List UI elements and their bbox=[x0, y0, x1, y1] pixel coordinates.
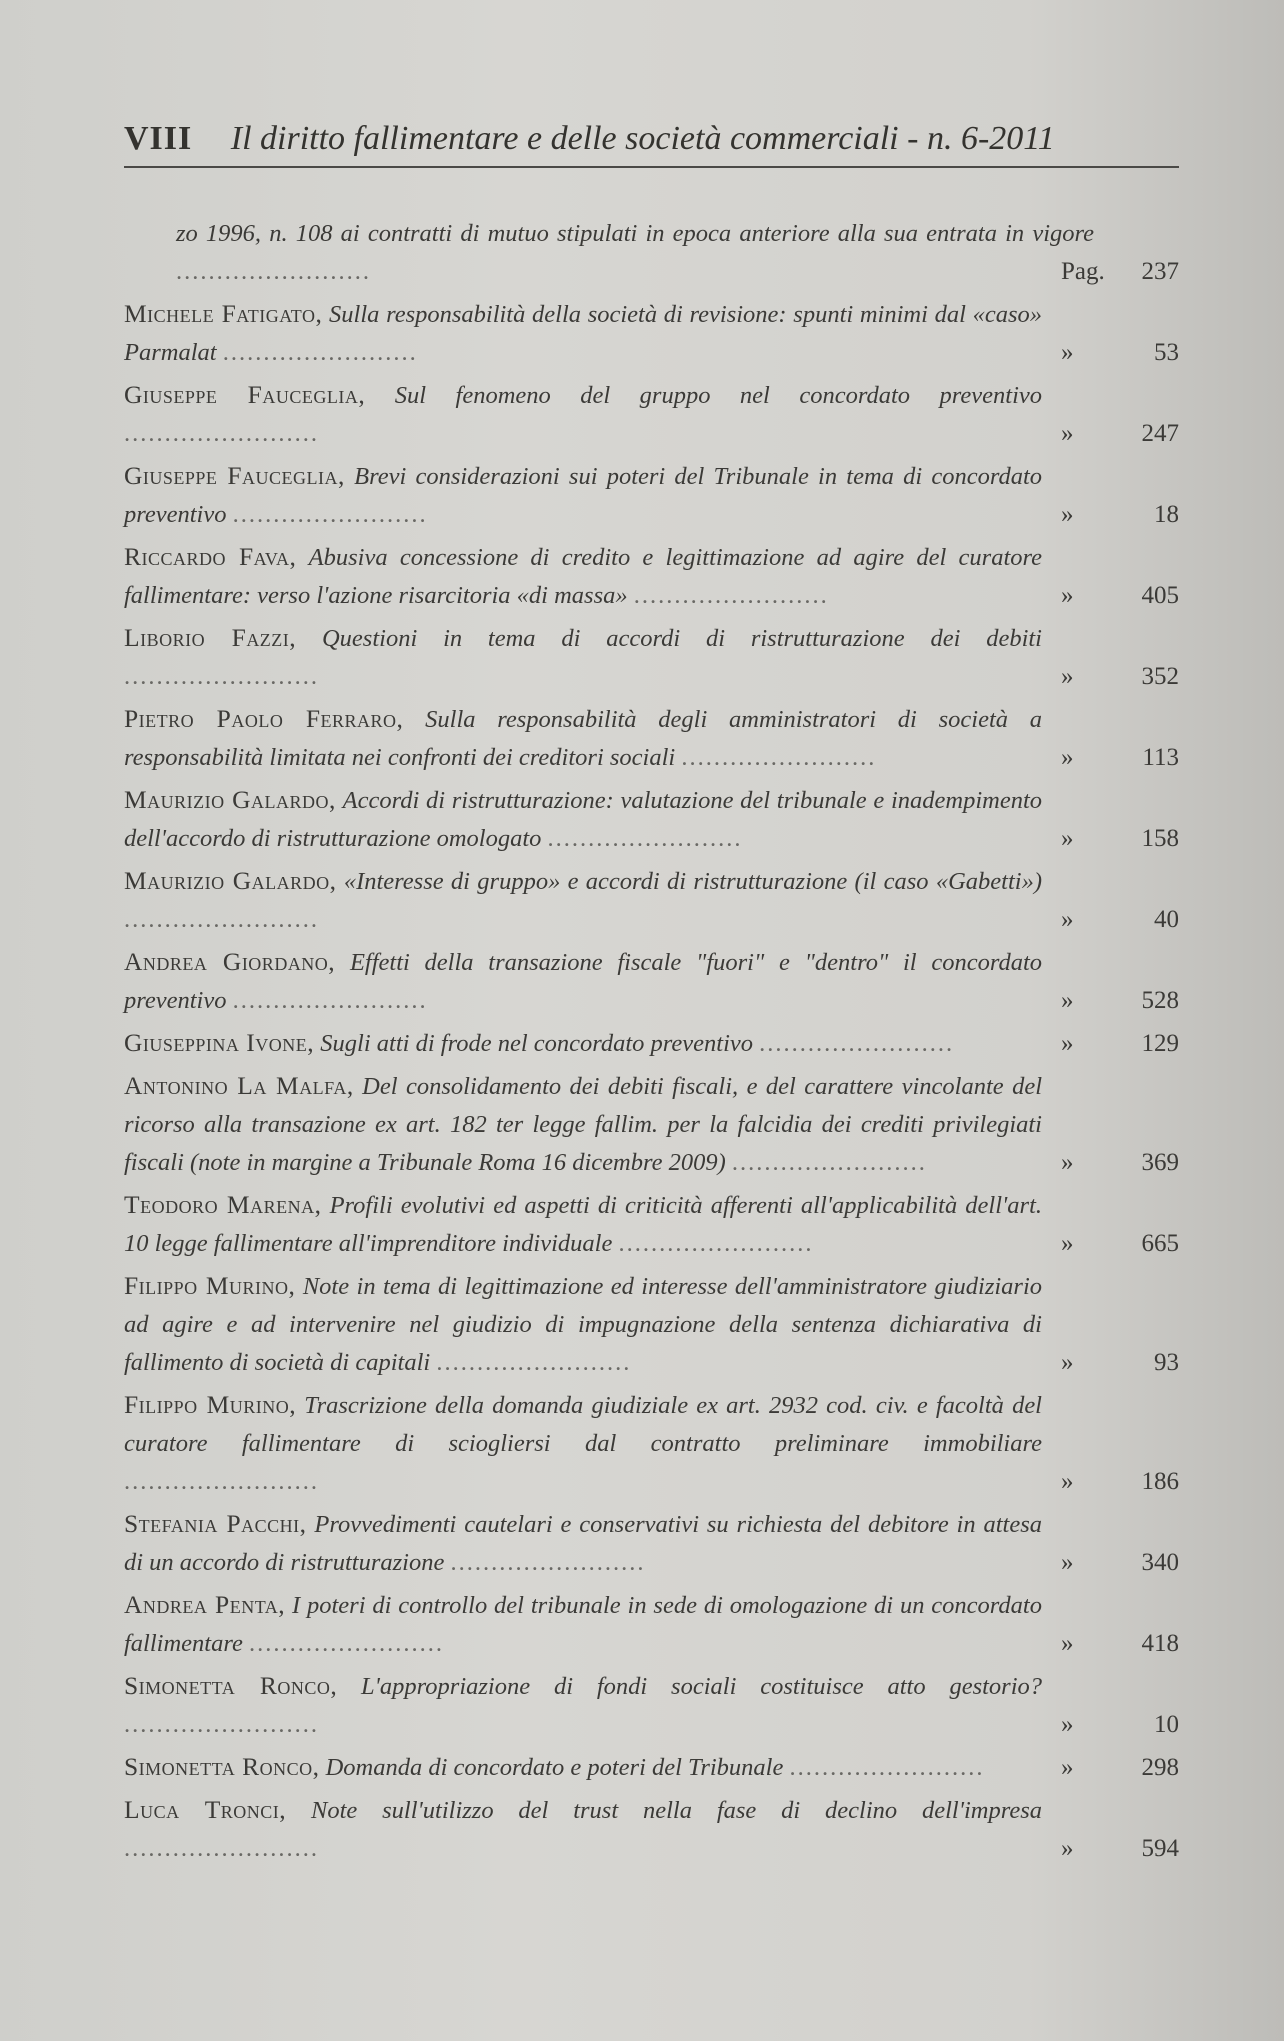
entry-text bbox=[124, 862, 1042, 939]
entry-author: Andrea Penta, bbox=[124, 1590, 286, 1619]
page-label: » bbox=[1061, 420, 1074, 447]
dot-leader: ........................ bbox=[124, 663, 319, 690]
entry-text bbox=[124, 1386, 1042, 1501]
entry-text bbox=[124, 619, 1042, 696]
dot-leader: ........................ bbox=[232, 987, 428, 1014]
entry-title: Accordi di ristrutturazione: valutazione del tribunale e inadempimento dell'accordo di ristrutturazione omologato bbox=[124, 787, 1042, 852]
dot-leader: ........................ bbox=[124, 1468, 319, 1495]
page-label: Pag. bbox=[1061, 258, 1105, 285]
entry-page-ref bbox=[1049, 1749, 1179, 1787]
entry-page-ref bbox=[1049, 658, 1179, 696]
entry-author: Stefania Pacchi, bbox=[124, 1509, 307, 1538]
page-label: » bbox=[1061, 1230, 1074, 1257]
entry-text bbox=[124, 700, 1042, 777]
page-label: » bbox=[1061, 987, 1074, 1014]
entry-page-ref bbox=[1049, 496, 1179, 534]
entry-page-ref bbox=[1049, 820, 1179, 858]
entry-title: Provvedimenti cautelari e conservativi su richiesta del debitore in attesa di un accordo di ristrutturazione bbox=[124, 1511, 1043, 1576]
entry-page-ref bbox=[1049, 1225, 1179, 1263]
entry-page-ref bbox=[1049, 1344, 1179, 1382]
page-folio: VIII bbox=[124, 120, 193, 157]
page-number: 53 bbox=[1154, 339, 1179, 366]
journal-title: Il diritto fallimentare e delle società commerciali - n. 6-2011 bbox=[230, 120, 1055, 157]
page-label: » bbox=[1061, 339, 1074, 366]
entry-title: Effetti della transazione fiscale "fuori" e "dentro" il concordato preventivo bbox=[124, 949, 1043, 1014]
entry-title: Sulla responsabilità della società di revisione: spunti minimi dal «caso» Parmalat bbox=[124, 301, 1043, 366]
page-number: 129 bbox=[1141, 1030, 1179, 1057]
toc-entry bbox=[124, 1505, 1179, 1582]
page-label: » bbox=[1061, 1549, 1074, 1576]
entry-title: Sugli atti di frode nel concordato preventivo bbox=[320, 1030, 754, 1057]
page-label: » bbox=[1061, 663, 1074, 690]
entry-author: Antonino La Malfa, bbox=[124, 1071, 354, 1100]
page-label: » bbox=[1061, 1468, 1074, 1495]
dot-leader: ........................ bbox=[731, 1149, 927, 1176]
page-number: 405 bbox=[1141, 582, 1179, 609]
entry-title: Domanda di concordato e poteri del Tribunale bbox=[325, 1754, 784, 1781]
dot-leader: ........................ bbox=[547, 825, 743, 852]
page-number: 665 bbox=[1141, 1230, 1179, 1257]
entry-author: Giuseppe Fauceglia, bbox=[124, 461, 345, 490]
page-label: » bbox=[1061, 906, 1074, 933]
entry-text bbox=[124, 1667, 1042, 1744]
entry-page-ref bbox=[1049, 334, 1179, 372]
page-label: » bbox=[1061, 1754, 1074, 1781]
running-header bbox=[124, 120, 1179, 168]
entry-page-ref bbox=[1049, 1144, 1179, 1182]
entry-author: Pietro Paolo Ferraro, bbox=[124, 704, 404, 733]
entry-page-ref bbox=[1049, 1544, 1179, 1582]
entry-title: Brevi considerazioni sui poteri del Tribunale in tema di concordato preventivo bbox=[124, 463, 1043, 528]
dot-leader: ........................ bbox=[124, 906, 319, 933]
dot-leader: ........................ bbox=[759, 1030, 955, 1057]
dot-leader: ........................ bbox=[222, 339, 418, 366]
toc-entry bbox=[124, 1386, 1179, 1501]
entry-title: «Interesse di gruppo» e accordi di ristrutturazione (il caso «Gabetti») bbox=[343, 868, 1042, 895]
dot-leader: ........................ bbox=[436, 1349, 632, 1376]
page-label: » bbox=[1061, 1030, 1074, 1057]
entry-author: Giuseppina Ivone, bbox=[124, 1028, 315, 1057]
page-label: » bbox=[1061, 1835, 1074, 1862]
page-number: 113 bbox=[1142, 744, 1179, 771]
entry-author: Andrea Giordano, bbox=[124, 947, 336, 976]
page-number: 352 bbox=[1141, 663, 1179, 690]
entry-page-ref bbox=[1049, 982, 1179, 1020]
entry-page-ref bbox=[1049, 415, 1179, 453]
entry-title: Sul fenomeno del gruppo nel concordato preventivo bbox=[394, 382, 1043, 409]
toc-entry bbox=[124, 295, 1179, 372]
page-label: » bbox=[1061, 501, 1074, 528]
entry-page-ref bbox=[1049, 739, 1179, 777]
page-number: 237 bbox=[1141, 258, 1179, 285]
dot-leader: ........................ bbox=[124, 420, 319, 447]
entry-page-ref bbox=[1049, 1025, 1179, 1063]
page-number: 418 bbox=[1141, 1630, 1179, 1657]
toc-entry bbox=[124, 781, 1179, 858]
entry-page-ref bbox=[1049, 901, 1179, 939]
entry-text bbox=[124, 781, 1042, 858]
dot-leader: ........................ bbox=[450, 1549, 646, 1576]
toc-entry bbox=[124, 215, 1179, 291]
entry-title: Trascrizione della domanda giudiziale ex art. 2932 cod. civ. e facoltà del curatore fallimentare di sciogliersi dal contratto preliminare immobiliare bbox=[124, 1392, 1042, 1457]
entry-page-ref bbox=[1049, 1625, 1179, 1663]
toc-entry bbox=[124, 538, 1179, 615]
toc-entry bbox=[124, 1748, 1179, 1787]
page-label: » bbox=[1061, 744, 1074, 771]
page-number: 18 bbox=[1154, 501, 1179, 528]
entry-page-ref bbox=[1049, 1706, 1179, 1744]
entry-text bbox=[124, 1505, 1042, 1582]
page-number: 93 bbox=[1154, 1349, 1179, 1376]
entry-title: L'appropriazione di fondi sociali costituisce atto gestorio? bbox=[361, 1673, 1042, 1700]
entry-text bbox=[124, 215, 1094, 291]
entry-text bbox=[124, 538, 1042, 615]
entry-author: Filippo Murino, bbox=[124, 1271, 296, 1300]
page-label: » bbox=[1061, 825, 1074, 852]
toc-entry bbox=[124, 1667, 1179, 1744]
entry-title: I poteri di controllo del tribunale in sede di omologazione di un concordato fallimentare bbox=[124, 1592, 1042, 1657]
entry-author: Simonetta Ronco, bbox=[124, 1671, 338, 1700]
entry-text bbox=[124, 1067, 1042, 1182]
entry-author: Giuseppe Fauceglia, bbox=[124, 380, 366, 409]
page-number: 528 bbox=[1141, 987, 1179, 1014]
entry-title: Note in tema di legittimazione ed interesse dell'amministratore giudiziario ad agire e ad intervenire nel giudizio di impugnazione della sentenza dichiarativa di fallimento di società di capitali bbox=[124, 1273, 1043, 1376]
entry-text bbox=[124, 943, 1042, 1020]
dot-leader: ........................ bbox=[176, 258, 371, 285]
page-number: 10 bbox=[1154, 1711, 1179, 1738]
toc-entry bbox=[124, 457, 1179, 534]
page-number: 40 bbox=[1154, 906, 1179, 933]
entry-text bbox=[124, 457, 1042, 534]
page-label: » bbox=[1061, 582, 1074, 609]
page-label: » bbox=[1061, 1349, 1074, 1376]
dot-leader: ........................ bbox=[633, 582, 829, 609]
toc-entry bbox=[124, 862, 1179, 939]
dot-leader: ........................ bbox=[789, 1754, 985, 1781]
entry-author: Michele Fatigato, bbox=[124, 299, 323, 328]
entry-text bbox=[124, 1748, 1042, 1787]
entry-title: Questioni in tema di accordi di ristrutturazione dei debiti bbox=[321, 625, 1042, 652]
toc-entry bbox=[124, 1186, 1179, 1263]
page-label: » bbox=[1061, 1630, 1074, 1657]
toc-entry bbox=[124, 1267, 1179, 1382]
toc-entry bbox=[124, 376, 1179, 453]
table-of-contents bbox=[124, 215, 1179, 1872]
page-number: 298 bbox=[1141, 1754, 1179, 1781]
entry-title: Profili evolutivi ed aspetti di criticità afferenti all'applicabilità dell'art. 10 legge fallimentare all'imprenditore individuale bbox=[124, 1192, 1043, 1257]
toc-entry bbox=[124, 619, 1179, 696]
dot-leader: ........................ bbox=[232, 501, 428, 528]
entry-title: Sulla responsabilità degli amministratori di società a responsabilità limitata nei confronti dei creditori sociali bbox=[124, 706, 1042, 771]
entry-page-ref bbox=[1049, 253, 1179, 291]
entry-text bbox=[124, 1024, 1042, 1063]
dot-leader: ........................ bbox=[248, 1630, 444, 1657]
page-label: » bbox=[1061, 1149, 1074, 1176]
page-number: 369 bbox=[1141, 1149, 1179, 1176]
entry-page-ref bbox=[1049, 577, 1179, 615]
page-number: 247 bbox=[1141, 420, 1179, 447]
page-number: 340 bbox=[1141, 1549, 1179, 1576]
entry-page-ref bbox=[1049, 1463, 1179, 1501]
toc-entry bbox=[124, 700, 1179, 777]
entry-text bbox=[124, 1586, 1042, 1663]
entry-title: zo 1996, n. 108 ai contratti di mutuo stipulati in epoca anteriore alla sua entrata in vigore bbox=[176, 220, 1094, 247]
entry-title: Abusiva concessione di credito e legittimazione ad agire del curatore fallimentare: verso l'azione risarcitoria «di massa» bbox=[124, 544, 1042, 609]
entry-title: Del consolidamento dei debiti fiscali, e del carattere vincolante del ricorso alla transazione ex art. 182 ter legge fallim. per la falcidia dei crediti privilegiati fiscali (note in margine a Tribunale Roma 16 dicembre 2009) bbox=[124, 1073, 1042, 1176]
dot-leader: ........................ bbox=[124, 1711, 319, 1738]
page-number: 186 bbox=[1141, 1468, 1179, 1495]
entry-page-ref bbox=[1049, 1830, 1179, 1868]
dot-leader: ........................ bbox=[124, 1835, 319, 1862]
entry-author: Liborio Fazzi, bbox=[124, 623, 297, 652]
toc-entry bbox=[124, 1791, 1179, 1868]
entry-author: Simonetta Ronco, bbox=[124, 1752, 320, 1781]
entry-author: Filippo Murino, bbox=[124, 1390, 297, 1419]
entry-text bbox=[124, 1267, 1042, 1382]
entry-text bbox=[124, 376, 1042, 453]
dot-leader: ........................ bbox=[618, 1230, 814, 1257]
entry-author: Maurizio Galardo, bbox=[124, 785, 336, 814]
toc-entry bbox=[124, 1024, 1179, 1063]
entry-text bbox=[124, 1186, 1042, 1263]
page-label: » bbox=[1061, 1711, 1074, 1738]
entry-author: Riccardo Fava, bbox=[124, 542, 297, 571]
entry-text bbox=[124, 1791, 1042, 1868]
toc-entry bbox=[124, 1067, 1179, 1182]
entry-author: Luca Tronci, bbox=[124, 1795, 287, 1824]
toc-entry bbox=[124, 943, 1179, 1020]
entry-author: Maurizio Galardo, bbox=[124, 866, 337, 895]
entry-author: Teodoro Marena, bbox=[124, 1190, 322, 1219]
dot-leader: ........................ bbox=[681, 744, 877, 771]
page-number: 594 bbox=[1141, 1835, 1179, 1862]
toc-entry bbox=[124, 1586, 1179, 1663]
entry-title: Note sull'utilizzo del trust nella fase di declino dell'impresa bbox=[311, 1797, 1042, 1824]
entry-text bbox=[124, 295, 1042, 372]
page-number: 158 bbox=[1141, 825, 1179, 852]
